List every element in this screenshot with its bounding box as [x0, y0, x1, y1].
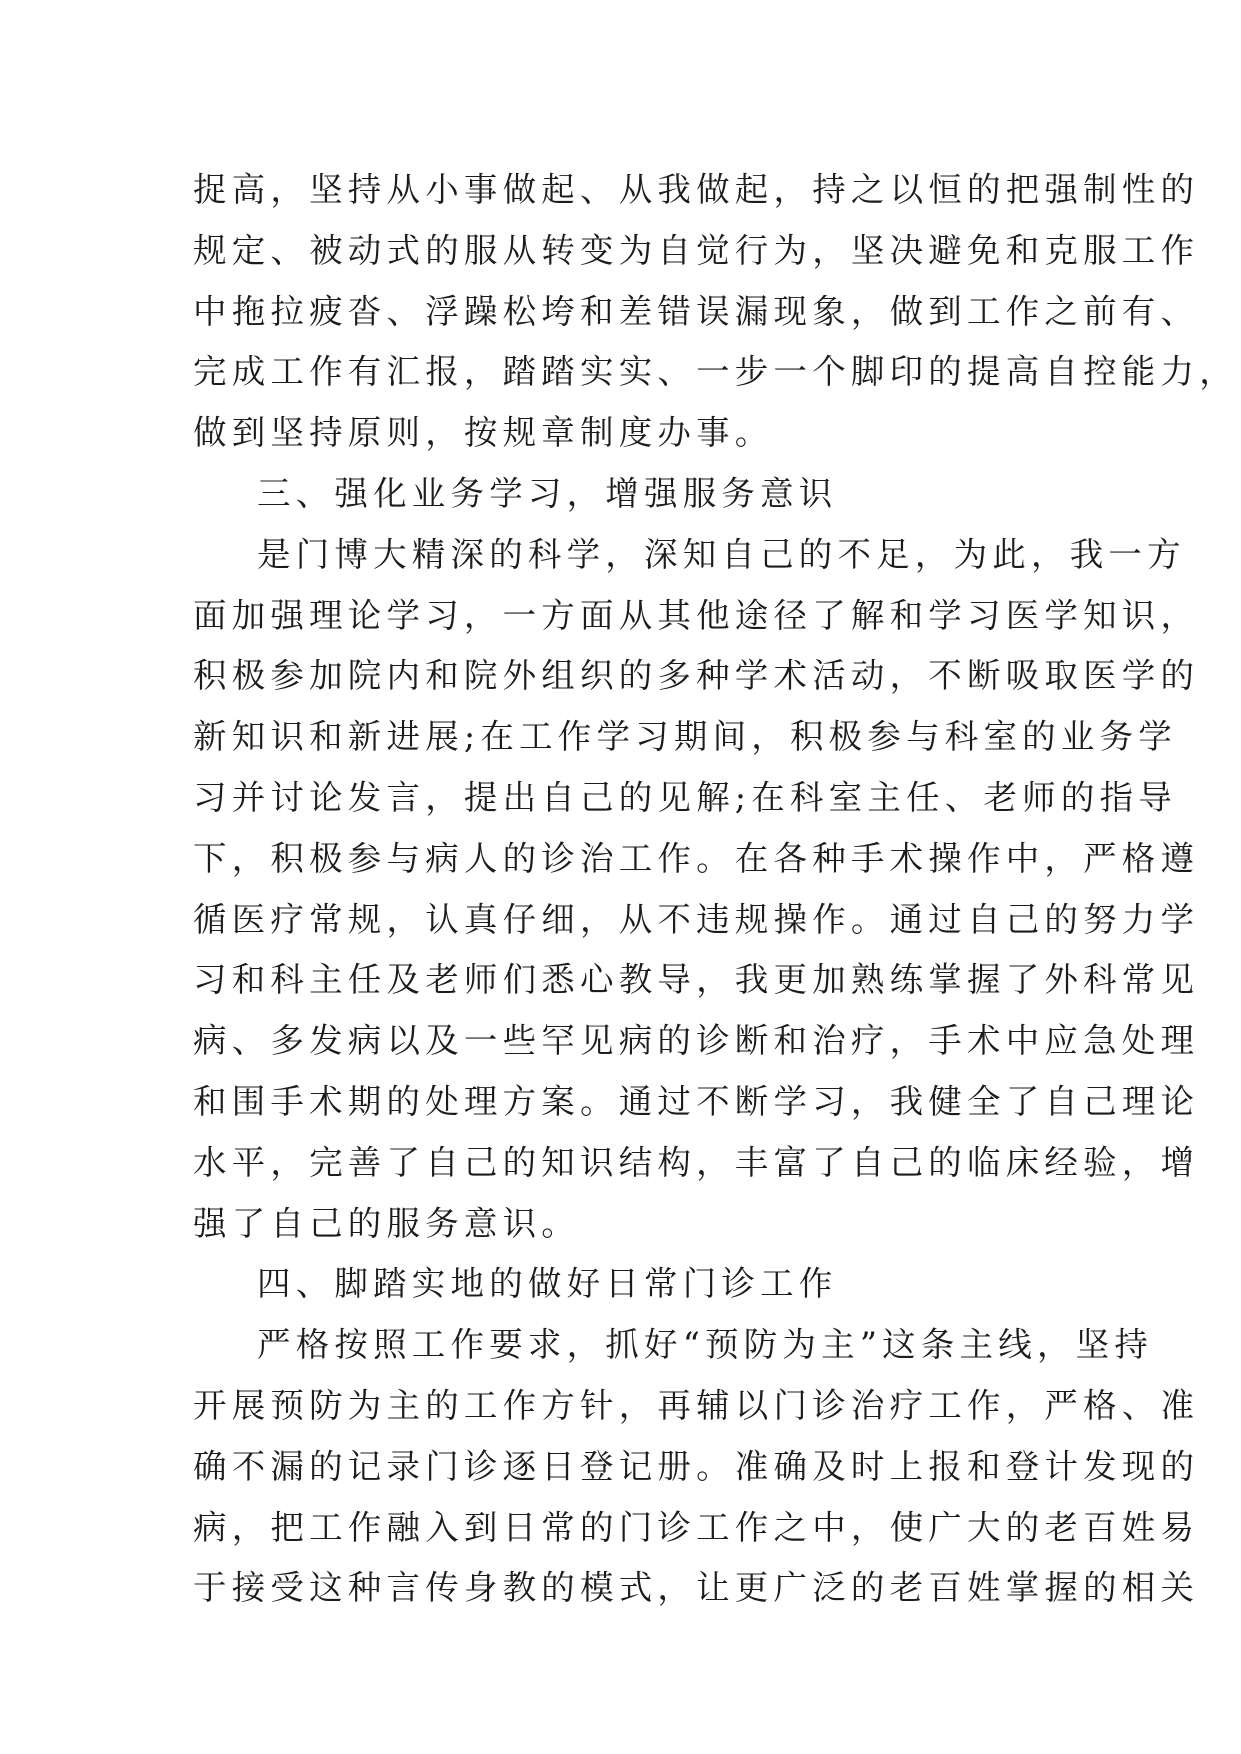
paragraph-line: 强了自己的服务意识。 [193, 1203, 580, 1243]
paragraph-line: 面加强理论学习，一方面从其他途径了解和学习医学知识， [193, 595, 1200, 635]
paragraph-line: 和围手术期的处理方案。通过不断学习，我健全了自己理论 [193, 1081, 1200, 1121]
paragraph-line: 确不漏的记录门诊逐日登记册。准确及时上报和登计发现的 [193, 1446, 1200, 1486]
paragraph-line: 规定、被动式的服从转变为自觉行为，坚决避免和克服工作 [193, 230, 1200, 270]
section-heading-3: 三、强化业务学习，增强服务意识 [257, 473, 838, 513]
paragraph-line: 病，把工作融入到日常的门诊工作之中，使广大的老百姓易 [193, 1507, 1200, 1547]
paragraph-line: 习并讨论发言，提出自己的见解;在科室主任、老师的指导 [193, 777, 1177, 817]
paragraph-line: 下，积极参与病人的诊治工作。在各种手术操作中，严格遵 [193, 838, 1200, 878]
paragraph-line: 严格按照工作要求，抓好“预防为主”这条主线，坚持 [257, 1325, 1154, 1365]
paragraph-line: 病、多发病以及一些罕见病的诊断和治疗，手术中应急处理 [193, 1021, 1200, 1061]
paragraph-line: 中拖拉疲沓、浮躁松垮和差错误漏现象，做到工作之前有、 [193, 291, 1200, 331]
paragraph-line: 习和科主任及老师们悉心教导，我更加熟练掌握了外科常见 [193, 960, 1200, 1000]
paragraph-line: 完成工作有汇报，踏踏实实、一步一个脚印的提高自控能力， [193, 352, 1238, 392]
paragraph-line: 于接受这种言传身教的模式，让更广泛的老百姓掌握的相关 [193, 1568, 1200, 1608]
paragraph-line: 开展预防为主的工作方针，再辅以门诊治疗工作，严格、准 [193, 1385, 1200, 1425]
paragraph-line: 做到坚持原则，按规章制度办事。 [193, 413, 774, 453]
document-body [193, 160, 1238, 1619]
paragraph-line: 积极参加院内和院外组织的多种学术活动，不断吸取医学的 [193, 656, 1200, 696]
section-heading-4: 四、脚踏实地的做好日常门诊工作 [257, 1264, 838, 1304]
paragraph-line: 循医疗常规，认真仔细，从不违规操作。通过自己的努力学 [193, 899, 1200, 939]
paragraph-line: 是门博大精深的科学，深知自己的不足，为此，我一方 [257, 534, 1186, 574]
paragraph-line: 新知识和新进展;在工作学习期间，积极参与科室的业务学 [193, 717, 1177, 757]
paragraph-line: 捉高，坚持从小事做起、从我做起，持之以恒的把强制性的 [193, 170, 1200, 209]
paragraph-line: 水平，完善了自己的知识结构，丰富了自己的临床经验，增 [193, 1142, 1200, 1182]
